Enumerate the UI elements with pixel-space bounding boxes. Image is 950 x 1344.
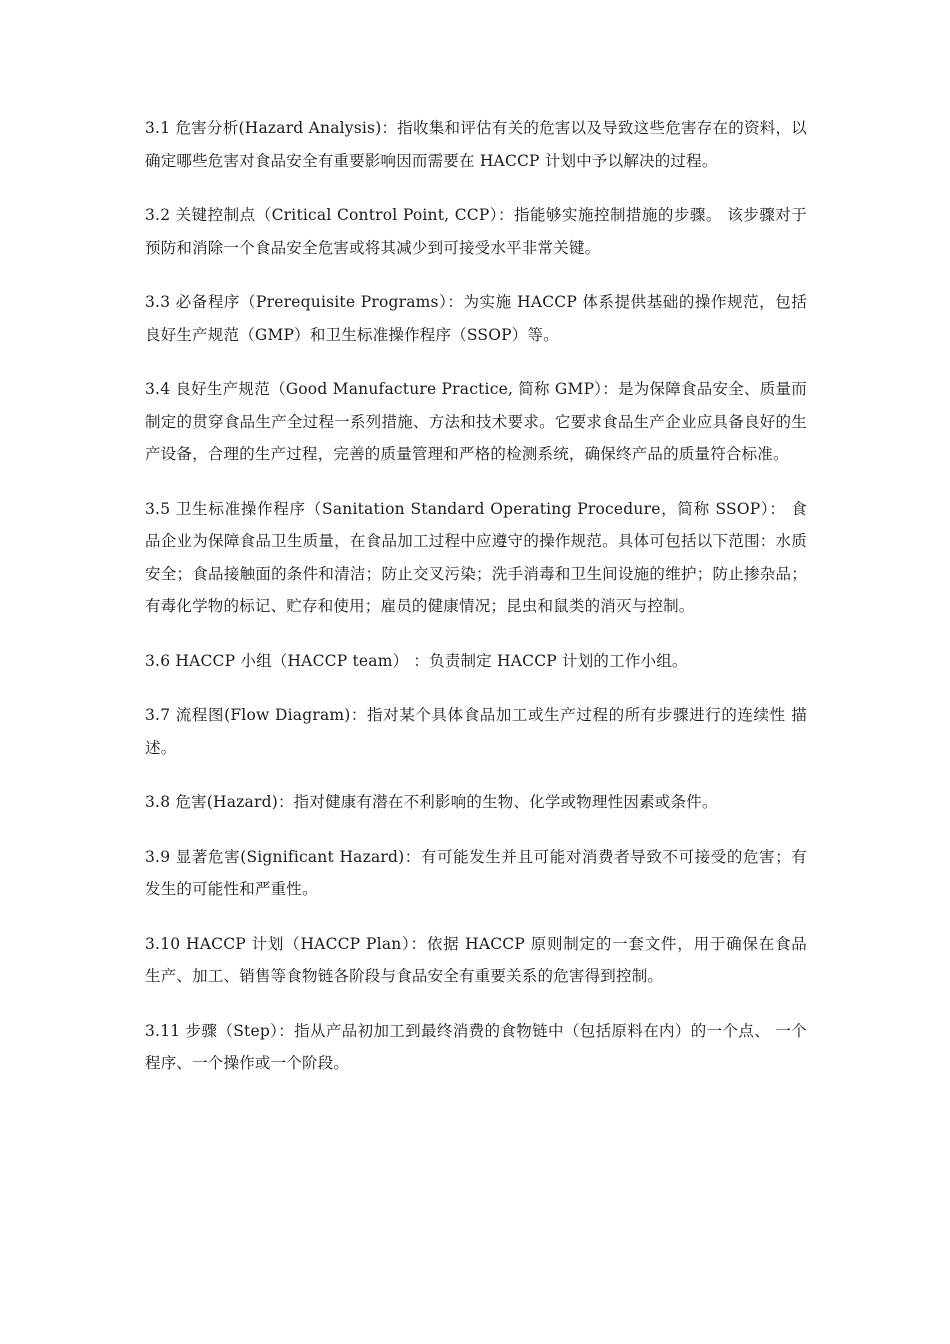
definition-3-11: 3.11 步骤（Step）：指从产品初加工到最终消费的食物链中（包括原料在内）的一个点、 一个程序、一个操作或一个阶段。	[145, 1021, 807, 1072]
definition-3-5: 3.5 卫生标准操作程序（Sanitation Standard Operating Procedure，简称 SSOP）： 食品企业为保障食品卫生质量，在食品加工过程中应遵守的操作规范。具体可包括以下范围：水质安全；食品接触面的条件和清洁；防止交叉污染；洗手消毒和卫生间设施的维护；防止掺杂品；有毒化学物的标记、贮存和使用；雇员的健康情况；昆虫和鼠类的消灭与控制。	[145, 499, 807, 615]
definition-3-2: 3.2 关键控制点（Critical Control Point, CCP）：指能够实施控制措施的步骤。 该步骤对于预防和消除一个食品安全危害或将其减少到可接受水平非常关键。	[145, 206, 807, 257]
definition-3-1: 3.1 危害分析(Hazard Analysis)：指收集和评估有关的危害以及导致这些危害存在的资料，以确定哪些危害对食品安全有重要影响因而需要在 HACCP 计划中予以解决的过程。	[145, 119, 807, 170]
definition-3-4: 3.4 良好生产规范（Good Manufacture Practice, 简称 GMP）：是为保障食品安全、质量而 制定的贯穿食品生产全过程一系列措施、方法和技术要求。它要求食品生产企业应具备良好的生产设备，合理的生产过程，完善的质量管理和严格的检测系统，确保终产品的质量符合标准。	[145, 380, 807, 463]
definition-3-9: 3.9 显著危害(Significant Hazard)：有可能发生并且可能对消费者导致不可接受的危害；有发生的可能性和严重性。	[145, 847, 807, 898]
definition-3-10: 3.10 HACCP 计划（HACCP Plan）：依据 HACCP 原则制定的一套文件，用于确保在食品 生产、加工、销售等食物链各阶段与食品安全有重要关系的危害得到控制。	[145, 934, 807, 985]
document-body	[145, 112, 807, 1102]
definition-3-7: 3.7 流程图(Flow Diagram)：指对某个具体食品加工或生产过程的所有步骤进行的连续性 描述。	[145, 706, 807, 757]
definition-3-8: 3.8 危害(Hazard)：指对健康有潜在不利影响的生物、化学或物理性因素或条件。	[145, 793, 718, 811]
definition-3-6: 3.6 HACCP 小组（HACCP team） ：负责制定 HACCP 计划的工作小组。	[145, 651, 688, 670]
definition-3-3: 3.3 必备程序（Prerequisite Programs）：为实施 HACCP 体系提供基础的操作规范，包括 良好生产规范（GMP）和卫生标准操作程序（SSOP）等。	[145, 293, 807, 344]
